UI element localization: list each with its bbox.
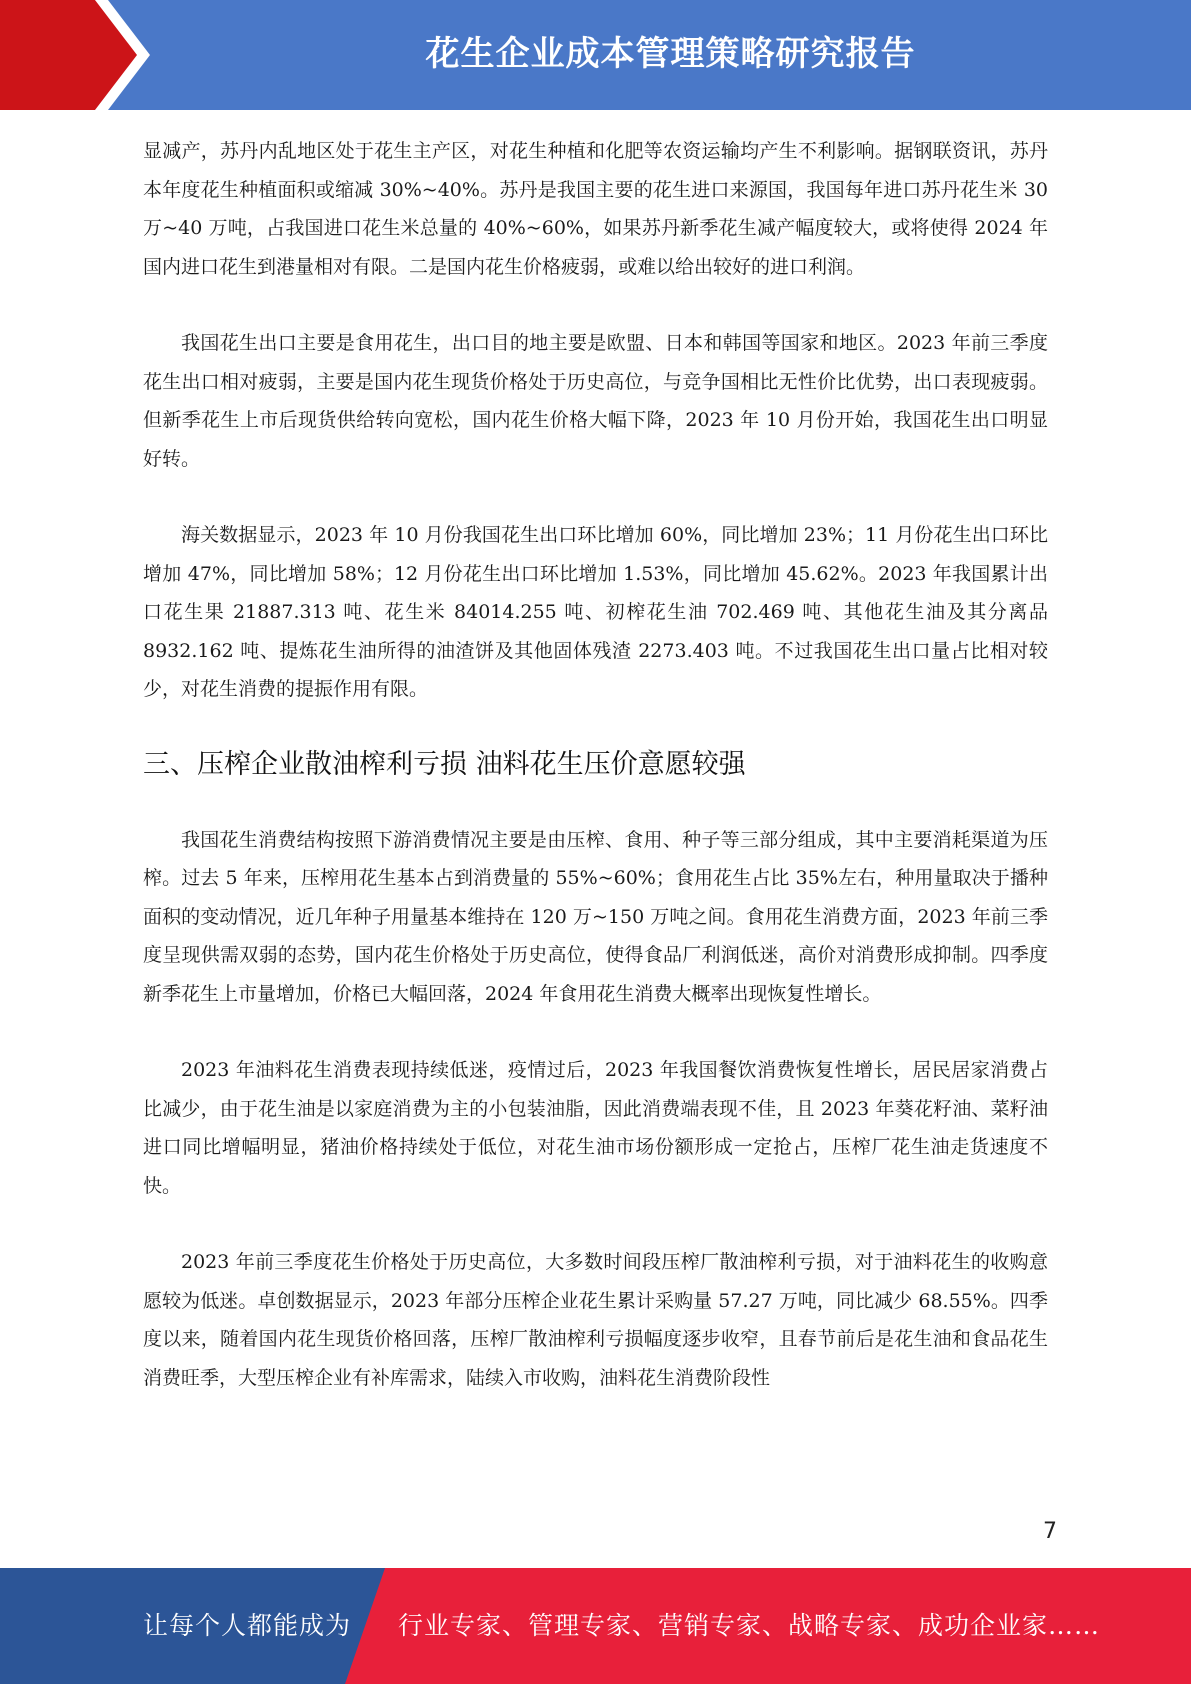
page-footer: [0, 1568, 1191, 1684]
body-paragraph: 2023 年油料花生消费表现持续低迷，疫情过后，2023 年我国餐饮消费恢复性增长，居民居家消费占比减少，由于花生油是以家庭消费为主的小包装油脂，因此消费端表现不佳，且 2023 年葵花籽油、菜籽油进口同比增幅明显，猪油价格持续处于低位，对花生油市场份额形成一定抢占，压榨厂花生油走货速度不快。: [143, 1059, 1048, 1197]
body-paragraph: 我国花生消费结构按照下游消费情况主要是由压榨、食用、种子等三部分组成，其中主要消耗渠道为压榨。过去 5 年来，压榨用花生基本占到消费量的 55%~60%；食用花生占比 35%左右，种用量取决于播种面积的变动情况，近几年种子用量基本维持在 120 万~150 万吨之间。食用花生消费方面，2023 年前三季度呈现供需双弱的态势，国内花生价格处于历史高位，使得食品厂利润低迷，高价对消费形成抑制。四季度新季花生上市量增加，价格已大幅回落，2024 年食用花生消费大概率出现恢复性增长。: [143, 828, 1048, 1005]
body-paragraph: 显减产，苏丹内乱地区处于花生主产区，对花生种植和化肥等农资运输均产生不利影响。据钢联资讯，苏丹本年度花生种植面积或缩减 30%~40%。苏丹是我国主要的花生进口来源国，我国每年进口苏丹花生米 30 万~40 万吨，占我国进口花生米总量的 40%~60%，如果苏丹新季花生减产幅度较大，或将使得 2024 年国内进口花生到港量相对有限。二是国内花生价格疲弱，或难以给出较好的进口利润。: [143, 140, 1048, 278]
body-paragraph: 2023 年前三季度花生价格处于历史高位，大多数时间段压榨厂散油榨利亏损，对于油料花生的收购意愿较为低迷。卓创数据显示，2023 年部分压榨企业花生累计采购量 57.27 万吨，同比减少 68.55%。四季度以来，随着国内花生现货价格回落，压榨厂散油榨利亏损幅度逐步收窄，且春节前后是花生油和食品花生消费旺季，大型压榨企业有补库需求，陆续入市收购，油料花生消费阶段性: [143, 1251, 1048, 1389]
page-body: [143, 132, 1048, 1397]
body-paragraph: 我国花生出口主要是食用花生，出口目的地主要是欧盟、日本和韩国等国家和地区。2023 年前三季度花生出口相对疲弱，主要是国内花生现货价格处于历史高位，与竞争国相比无性价比优势，出口表现疲弱。但新季花生上市后现货供给转向宽松，国内花生价格大幅下降，2023 年 10 月份开始，我国花生出口明显好转。: [143, 332, 1048, 470]
report-title: 花生企业成本管理策略研究报告: [425, 34, 916, 74]
footer-slogan-right: 行业专家、管理专家、营销专家、战略专家、成功企业家……: [398, 1611, 1101, 1640]
footer-slogan-left: 让每个人都能成为: [143, 1611, 352, 1640]
page-number: 7: [1043, 1519, 1057, 1544]
page-header: [0, 0, 1191, 110]
body-paragraph: 海关数据显示，2023 年 10 月份我国花生出口环比增加 60%，同比增加 23%；11 月份花生出口环比增加 47%，同比增加 58%；12 月份花生出口环比增加 1.53%，同比增加 45.62%。2023 年我国累计出口花生果 21887.313 吨、花生米 84014.255 吨、初榨花生油 702.469 吨、其他花生油及其分离品 8932.162 吨、提炼花生油所得的油渣饼及其他固体残渣 2273.403 吨。不过我国花生出口量占比相对较少，对花生消费的提振作用有限。: [143, 524, 1048, 700]
header-chevron-decoration: [0, 0, 160, 110]
section-heading: 三、压榨企业散油榨利亏损 油料花生压价意愿较强: [143, 748, 746, 780]
